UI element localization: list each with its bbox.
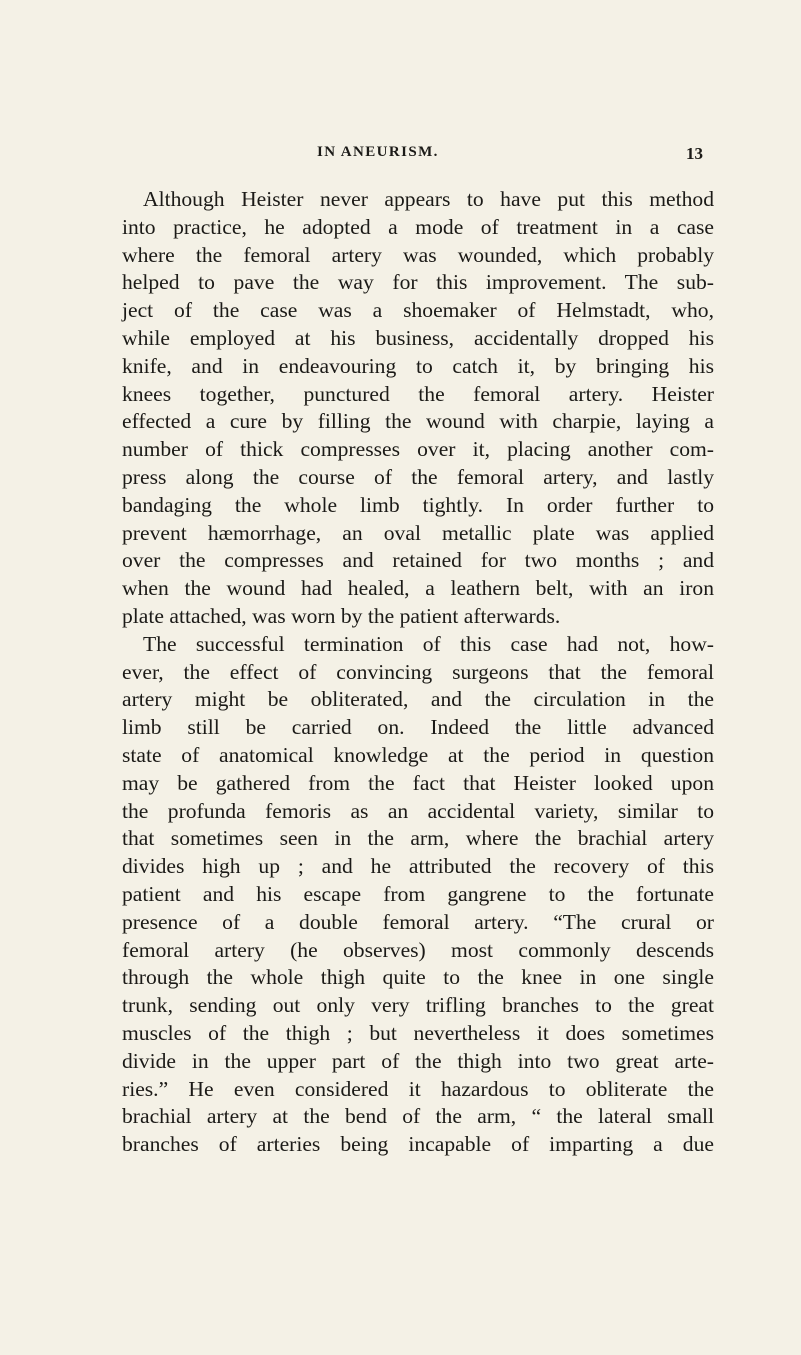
- text-line: branches of arteries being incapable of imparting a due: [122, 1132, 714, 1157]
- text-line: patient and his escape from gangrene to the fortunate: [122, 881, 714, 906]
- text-line: effected a cure by filling the wound with charpie, laying a: [122, 409, 714, 434]
- text-line: where the femoral artery was wounded, which probably: [122, 242, 714, 267]
- text-line: plate attached, was worn by the patient afterwards.: [122, 603, 561, 628]
- text-line: trunk, sending out only very trifling branches to the great: [122, 993, 714, 1018]
- text-line: prevent hæmorrhage, an oval metallic plate was applied: [122, 520, 714, 545]
- text-line: artery might be obliterated, and the circulation in the: [122, 687, 714, 712]
- text-line: into practice, he adopted a mode of treatment in a case: [122, 214, 714, 239]
- text-line: divide in the upper part of the thigh into two great arte-: [122, 1048, 714, 1073]
- text-line: while employed at his business, accidentally dropped his: [122, 325, 714, 350]
- text-line: number of thick compresses over it, placing another com-: [122, 437, 714, 462]
- text-line: that sometimes seen in the arm, where the brachial artery: [122, 826, 714, 851]
- text-line: knife, and in endeavouring to catch it, by bringing his: [122, 353, 714, 378]
- text-line: state of anatomical knowledge at the period in question: [122, 742, 714, 767]
- text-line: over the compresses and retained for two months ; and: [122, 548, 714, 573]
- text-line: when the wound had healed, a leathern belt, with an iron: [122, 576, 714, 601]
- text-line: helped to pave the way for this improvement. The sub-: [122, 270, 714, 295]
- text-line: may be gathered from the fact that Heister looked upon: [122, 770, 714, 795]
- text-line: ever, the effect of convincing surgeons that the femoral: [122, 659, 714, 684]
- text-line: Although Heister never appears to have put this method: [143, 187, 714, 211]
- text-line: knees together, punctured the femoral artery. Heister: [122, 381, 714, 406]
- text-line: presence of a double femoral artery. “The crural or: [122, 909, 714, 934]
- text-line: through the whole thigh quite to the knee in one single: [122, 965, 714, 990]
- text-line: ject of the case was a shoemaker of Helmstadt, who,: [122, 298, 714, 323]
- text-line: bandaging the whole limb tightly. In order further to: [122, 492, 714, 517]
- text-line: brachial artery at the bend of the arm, “ the lateral small: [122, 1104, 714, 1129]
- page-number: 13: [686, 144, 703, 163]
- text-line: femoral artery (he observes) most commonly descends: [122, 937, 714, 962]
- running-title: IN ANEURISM.: [317, 144, 439, 160]
- page-header: [122, 144, 714, 168]
- text-line: muscles of the thigh ; but nevertheless it does sometimes: [122, 1020, 714, 1045]
- text-line: divides high up ; and he attributed the recovery of this: [122, 854, 714, 879]
- text-line: press along the course of the femoral artery, and lastly: [122, 464, 714, 489]
- text-line: limb still be carried on. Indeed the little advanced: [122, 715, 714, 740]
- body-text: [122, 186, 714, 1159]
- text-line: the profunda femoris as an accidental variety, similar to: [122, 798, 714, 823]
- text-line: ries.” He even considered it hazardous to obliterate the: [122, 1076, 714, 1101]
- text-line: The successful termination of this case had not, how-: [143, 631, 714, 656]
